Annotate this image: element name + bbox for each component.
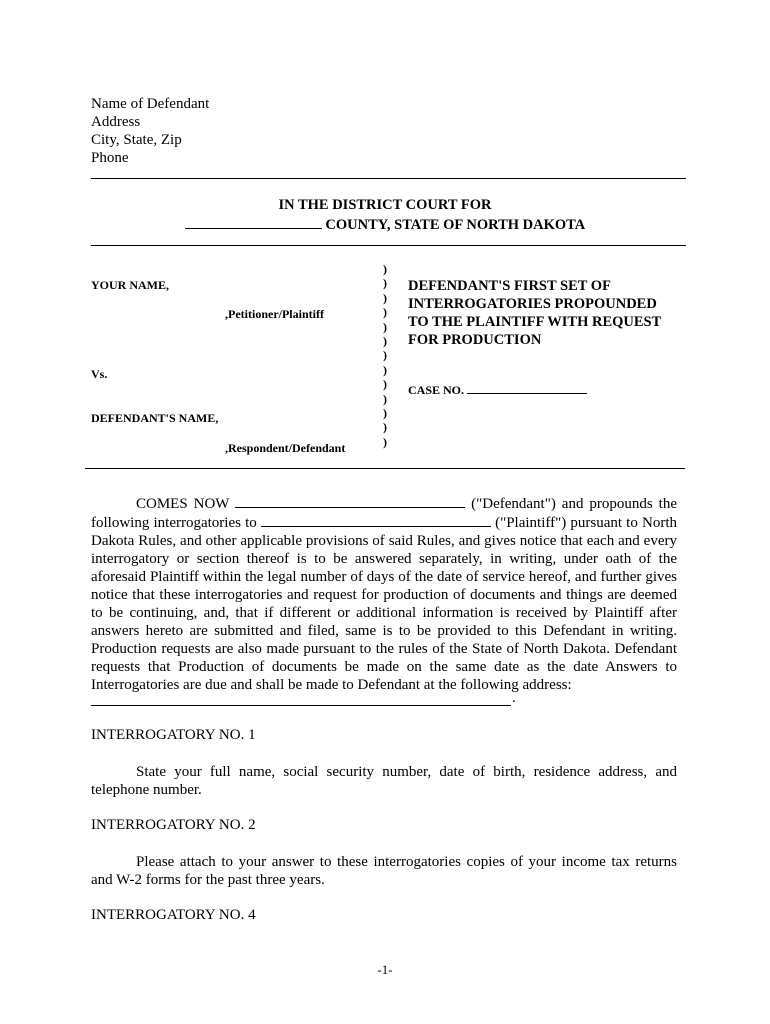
- interrogatory-heading: INTERROGATORY NO. 1: [91, 727, 256, 743]
- document-title: [408, 277, 661, 349]
- interrogatory-heading: INTERROGATORY NO. 2: [91, 817, 256, 833]
- case-number: [408, 382, 587, 398]
- document-title-line: TO THE PLAINTIFF WITH REQUEST: [408, 314, 662, 330]
- intro-comes-now: COMES NOW: [136, 496, 230, 512]
- intro-paragraph: [91, 494, 677, 694]
- court-line-2: [0, 215, 770, 234]
- document-title-line: FOR PRODUCTION: [408, 332, 542, 348]
- intro-defendant-text: ("Defendant") and propounds the following interrogatories to: [91, 496, 678, 531]
- caption-paren-column: ) ) ) ) ) ) ) ) ) ) ) ) ): [383, 262, 387, 449]
- caption-vs: Vs.: [91, 367, 108, 381]
- caption-defendants-name: DEFENDANT'S NAME,: [91, 411, 219, 425]
- address-blank-period: .: [512, 690, 516, 706]
- caption-your-name: YOUR NAME,: [91, 278, 169, 292]
- header-divider: [91, 178, 686, 179]
- court-divider: [91, 245, 686, 246]
- defendant-header-block: [91, 95, 209, 167]
- defendant-city-line: City, State, Zip: [91, 132, 182, 148]
- defendant-phone-line: Phone: [91, 150, 129, 166]
- interrogatory-text: [91, 763, 677, 799]
- intro-main-text: ("Plaintiff") pursuant to North Dakota Rules, and other applicable provisions of said Rules, and gives notice that each and every interrogatory or section thereof is to be answered separately, in writing, under oath of the aforesaid Plaintiff within the legal number of days of the date of service hereof, and further gives notice that these interrogatories and request for production of documents and things are deemed to be continuing, and, that if different or additional information is received by Plaintiff after answers hereto are submitted and filed, same is to be provided to this Defendant in writing. Production requests are also made pursuant to the rules of the State of North Dakota. Defendant requests that Production of documents be made on the same date as the date Answers to Interrogatories are due and shall be made to Defendant at the following address:: [91, 515, 678, 693]
- interrogatory-2-text: Please attach to your answer to these interrogatories copies of your income tax returns and W-2 forms for the past three years.: [91, 854, 677, 888]
- interrogatory-text: [91, 853, 677, 889]
- caption-petitioner: ,Petitioner/Plaintiff: [225, 307, 324, 321]
- case-no-label: CASE NO.: [408, 383, 465, 397]
- case-no-blank[interactable]: [467, 382, 587, 394]
- address-blank-line[interactable]: [91, 690, 511, 706]
- document-title-line: DEFENDANT'S FIRST SET OF: [408, 278, 611, 294]
- interrogatory-heading: INTERROGATORY NO. 4: [91, 907, 256, 923]
- caption-respondent: ,Respondent/Defendant: [225, 441, 346, 455]
- interrogatory-1-text: State your full name, social security number, date of birth, residence address, and telephone number.: [91, 764, 677, 798]
- court-line-2-text: COUNTY, STATE OF NORTH DAKOTA: [325, 217, 586, 233]
- county-blank[interactable]: [185, 215, 322, 229]
- page-number: -1-: [377, 962, 393, 977]
- defendant-address-line: Address: [91, 114, 141, 130]
- document-title-line: INTERROGATORIES PROPOUNDED: [408, 296, 657, 312]
- defendant-name-line: Name of Defendant: [91, 96, 210, 112]
- caption-divider: [85, 468, 685, 469]
- court-line-1: IN THE DISTRICT COURT FOR: [278, 197, 492, 213]
- defendant-name-blank[interactable]: [235, 494, 465, 508]
- plaintiff-name-blank[interactable]: [261, 513, 491, 527]
